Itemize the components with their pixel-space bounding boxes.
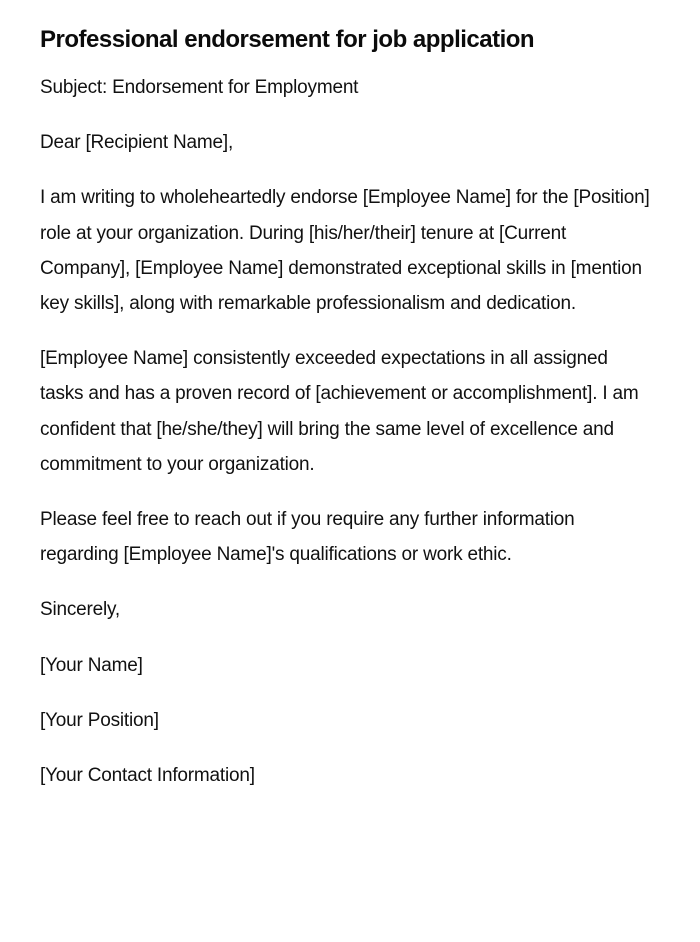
subject-line: Subject: Endorsement for Employment [40,77,359,98]
signature-contact: [Your Contact Information] [40,765,255,787]
signature-name: [Your Name] [40,654,143,676]
salutation: Dear [Recipient Name], [40,132,234,154]
signature-position: [Your Position] [40,709,159,731]
closing: Sincerely, [40,599,121,621]
body-paragraph-1: I am writing to wholeheartedly endorse [Employee Name] for the [Position] role at your organization. During [his/her/their] tenure at [Current Company], [Employee Name] demonstrated exceptional skills in [mention key skills], along with remarkable professionalism and dedication. [40,187,650,315]
body-paragraph-2: [Employee Name] consistently exceeded expectations in all assigned tasks and has a proven record of [achievement or accomplishment]. I am confident that [he/she/they] will bring the same level of excellence and commitment to your organization. [40,348,639,475]
body-paragraph-3: Please feel free to reach out if you require any further information regarding [Employee Name]'s qualifications or work ethic. [40,509,575,566]
document-title: Professional endorsement for job application [40,26,535,53]
letter-document [40,22,650,813]
